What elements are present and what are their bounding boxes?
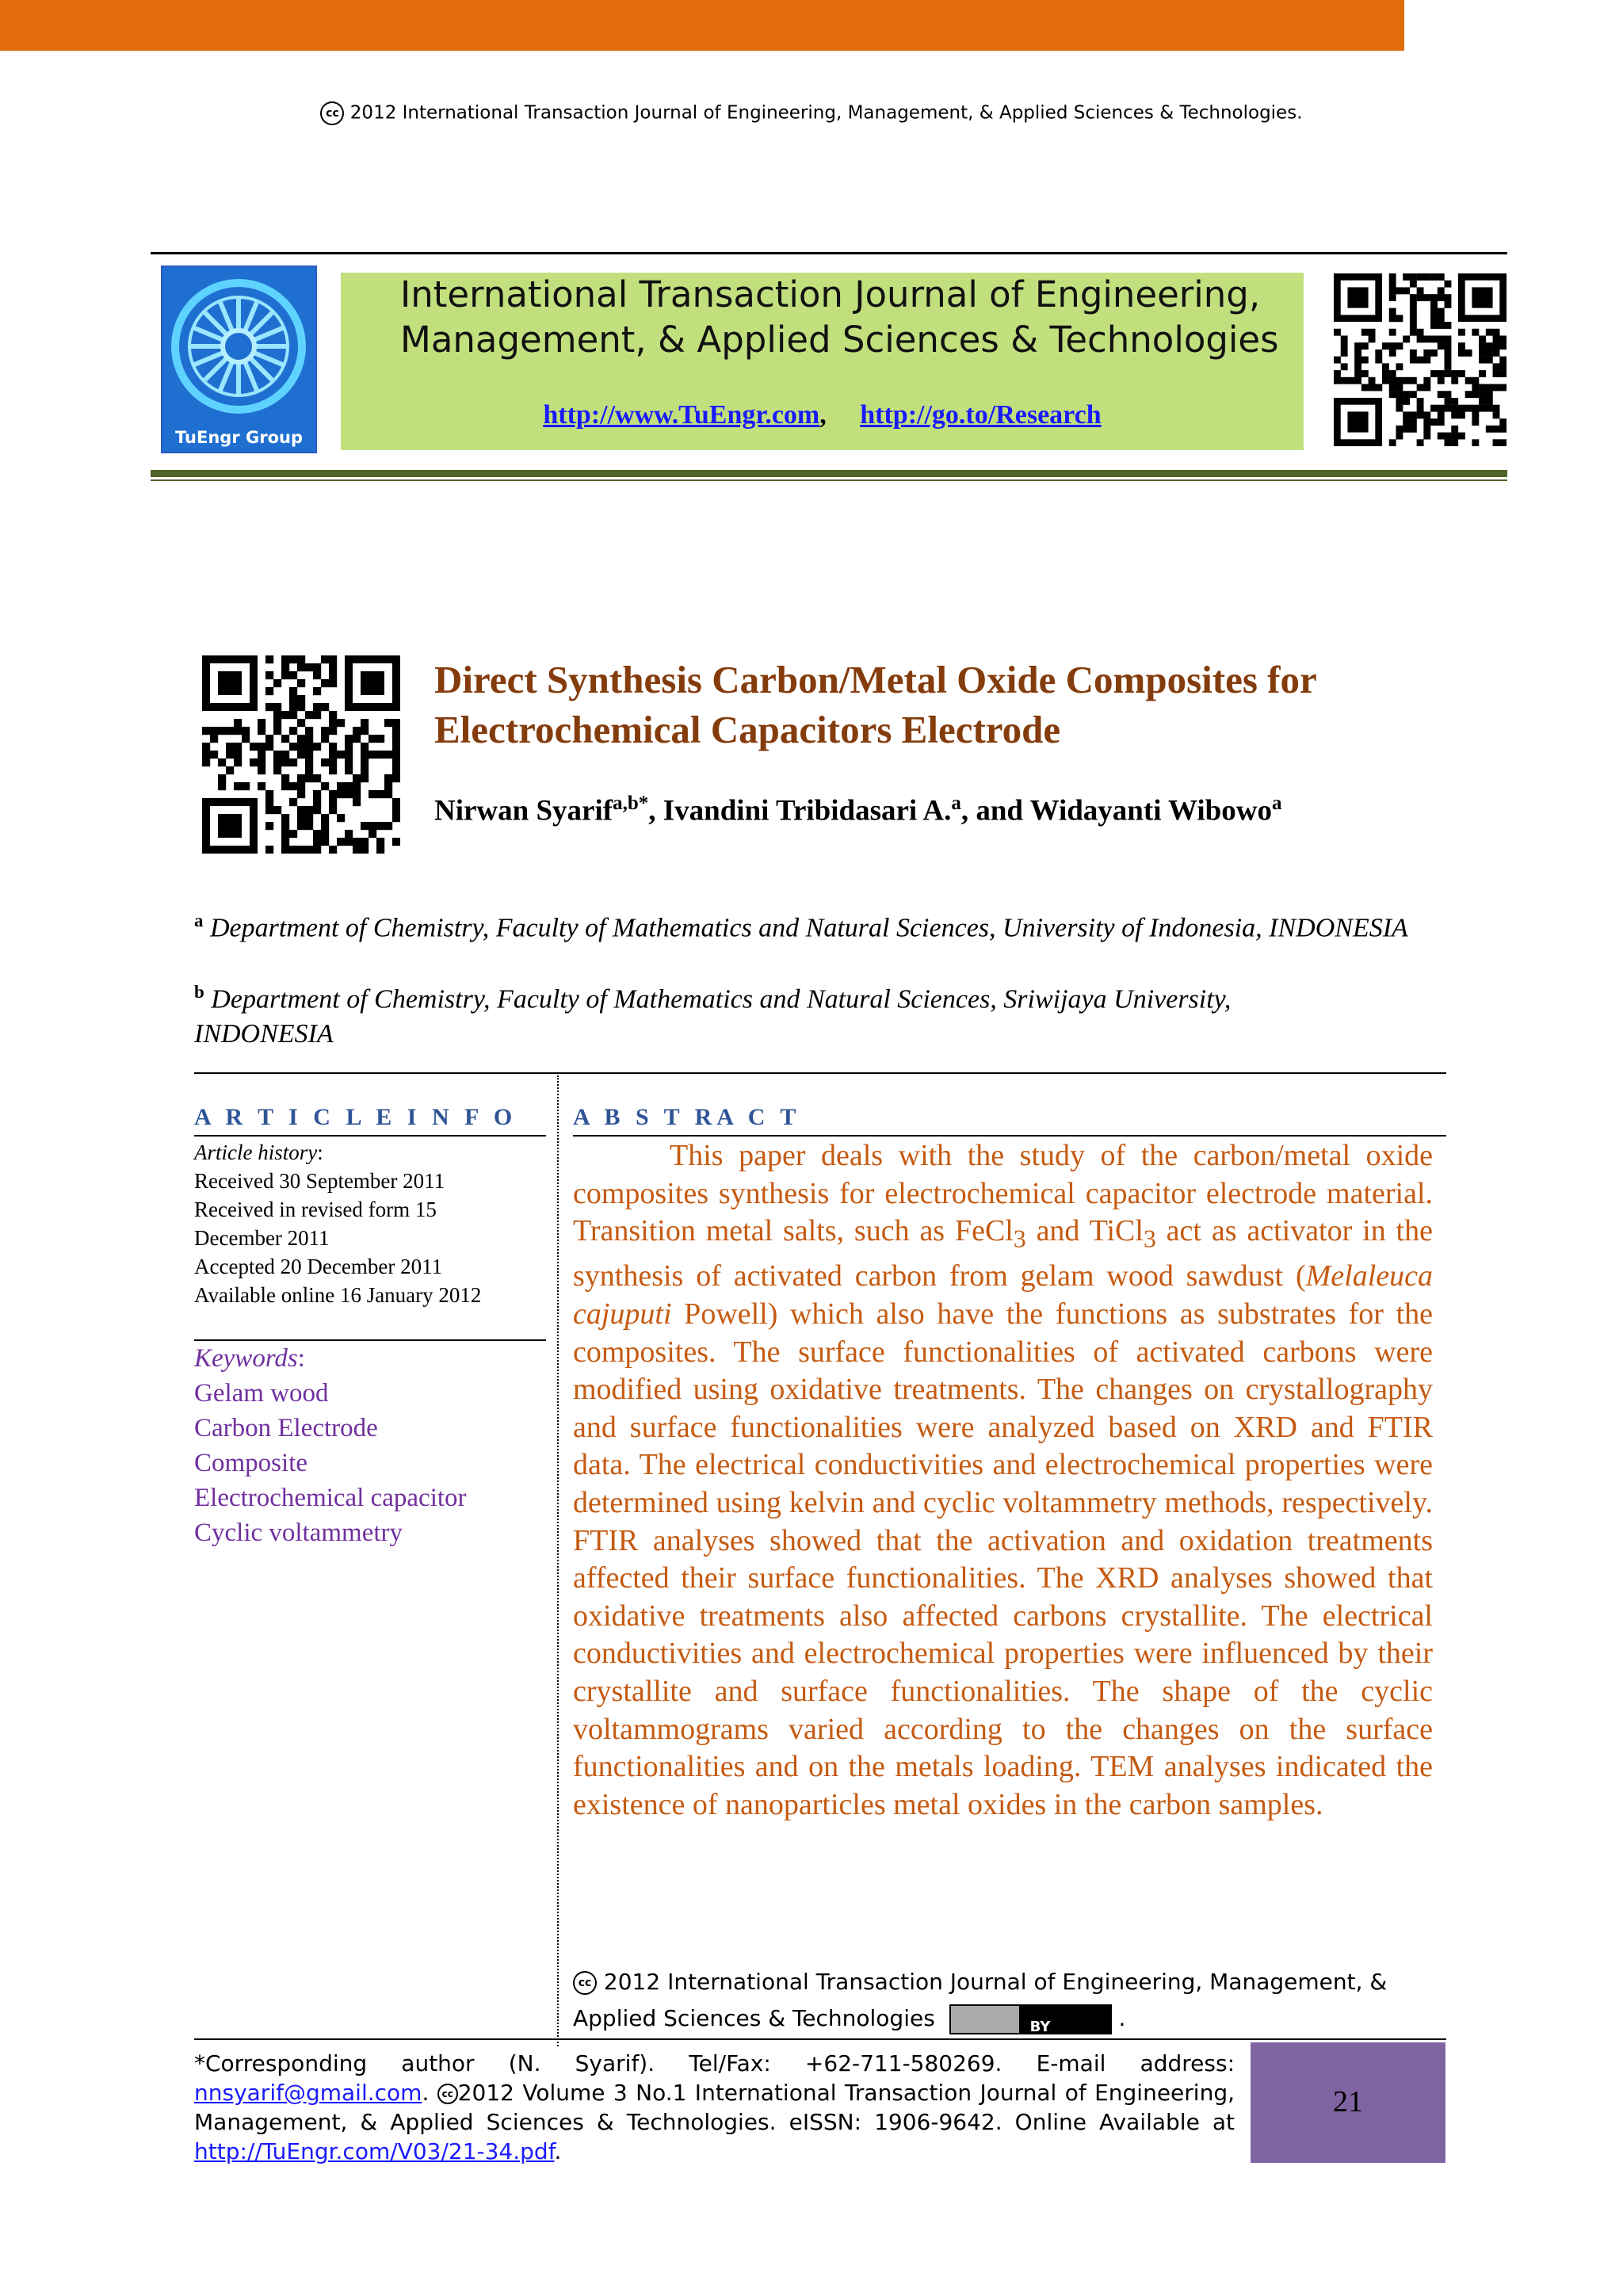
- paper-title-line2: Electrochemical Capacitors Electrode: [434, 708, 1061, 751]
- journal-links: [341, 400, 1304, 430]
- journal-link-tuengr[interactable]: http://www.TuEngr.com: [543, 400, 820, 430]
- author-name: Nirwan Syarif: [434, 794, 613, 827]
- footer-cc-icon: cc: [437, 2084, 458, 2104]
- author-list: [434, 793, 1465, 827]
- license-line2: Applied Sciences & Technologies: [573, 2005, 935, 2031]
- keyword-item: Cyclic voltammetry: [194, 1519, 403, 1547]
- cc-by-badge-icon[interactable]: [949, 2004, 1112, 2034]
- top-accent-bar: [0, 0, 1404, 51]
- cc-badge-label: BY: [1029, 2019, 1051, 2035]
- article-history-label-text: Article history: [194, 1140, 318, 1164]
- abstract-species: Melaleuca cajuputi: [573, 1259, 1433, 1331]
- history-item: Received in revised form 15: [194, 1198, 437, 1221]
- affiliation-text: Department of Chemistry, Faculty of Mathematics and Natural Sciences, University of Indonesia, INDONESIA: [203, 913, 1408, 943]
- journal-link-research[interactable]: http://go.to/Research: [860, 400, 1102, 430]
- corresponding-after-email: .: [422, 2080, 437, 2106]
- journal-qr-code-icon: [1334, 273, 1507, 446]
- affiliation-text: Department of Chemistry, Faculty of Mathematics and Natural Sciences, Sriwijaya University, INDONESIA: [194, 984, 1232, 1049]
- corresponding-rest: 2012 Volume 3 No.1 International Transaction Journal of Engineering, Management, & Applied Sciences & Technologies. eISSN: 1906-9642. Online Available at: [194, 2080, 1235, 2135]
- journal-title-line1: International Transaction Journal of Engineering,: [400, 273, 1261, 315]
- abstract-body: [573, 1137, 1433, 1824]
- top-copyright-text: 2012 International Transaction Journal of Engineering, Management, & Applied Sciences & Technologies.: [349, 102, 1303, 124]
- abstract-subscript: 3: [1013, 1224, 1026, 1253]
- column-divider: [557, 1075, 559, 2046]
- author-affil-mark: a,b*: [613, 793, 649, 814]
- copyright-cc-icon: cc: [320, 101, 344, 125]
- keyword-item: Composite: [194, 1449, 308, 1477]
- corresponding-end: .: [554, 2138, 562, 2164]
- history-item: Available online 16 January 2012: [194, 1283, 482, 1307]
- journal-title: [400, 272, 1296, 362]
- tuengr-logo: [161, 266, 317, 453]
- author-affil-mark: a: [951, 793, 961, 814]
- header-bottom-rule-thin: [151, 479, 1507, 481]
- footer-top-rule: [194, 2038, 1446, 2040]
- license-statement: [573, 1964, 1445, 2037]
- abstract-subscript: 3: [1143, 1224, 1156, 1253]
- header-top-rule: [151, 252, 1507, 254]
- paper-title-line1: Direct Synthesis Carbon/Metal Oxide Composites for: [434, 658, 1317, 701]
- corresponding-author-note: [194, 2049, 1235, 2166]
- header-bottom-rule: [151, 470, 1507, 477]
- author-separator: , and: [960, 794, 1030, 827]
- abstract-heading: A B S T RA C T: [573, 1104, 801, 1130]
- history-item: Accepted 20 December 2011: [194, 1255, 443, 1278]
- license-period: .: [1118, 2005, 1126, 2031]
- license-cc-icon: cc: [573, 1971, 597, 1995]
- author-name: Ivandini Tribidasari A.: [663, 794, 952, 827]
- affiliation-mark: b: [194, 982, 204, 1002]
- abstract-text: This paper deals with the study of the carbon/metal oxide composites synthesis for electrochemical capacitor electrode material. Transition metal salts, such as FeCl: [573, 1139, 1433, 1248]
- info-heading-rule: [194, 1135, 546, 1137]
- abstract-text: Powell) which also have the functions as substrates for the composites. The surface functionalities of activated carbons were modified using oxidative treatments. The changes on crystallography and surface functionalities were analyzed based on XRD and FTIR data. The electrical conductivities and electrochemical properties were determined using kelvin and cyclic voltammetry methods, respectively. FTIR analyses showed that the activation and oxidation treatments affected their surface functionalities. The XRD analyses showed that oxidative treatments also affected carbons crystallite. The electrical conductivities and electrochemical properties were influenced by their crystallite and surface functionalities. The shape of the cyclic voltammograms varied according to the changes on the surface functionalities and on the metals loading. TEM analyses indicated the existence of nanoparticles metal oxides in the carbon samples.: [573, 1297, 1433, 1821]
- history-item: Received 30 September 2011: [194, 1169, 445, 1193]
- keywords-list: [194, 1341, 551, 1550]
- journal-title-line2: Management, & Applied Sciences & Technologies: [400, 319, 1279, 361]
- author-separator: ,: [648, 794, 663, 827]
- keyword-item: Electrochemical capacitor: [194, 1484, 467, 1512]
- abstract-heading-rule: [573, 1135, 1446, 1137]
- keywords-label: Keywords: [194, 1344, 298, 1373]
- paper-title: [434, 655, 1465, 755]
- section-top-rule: [194, 1072, 1446, 1074]
- journal-link-separator: ,: [819, 400, 827, 430]
- keywords-colon: :: [297, 1344, 305, 1373]
- abstract-paragraph: [573, 1137, 1433, 1824]
- keyword-item: Carbon Electrode: [194, 1414, 378, 1442]
- top-copyright-line: [0, 101, 1623, 125]
- corresponding-prefix: *Corresponding author (N. Syarif). Tel/Fax: +62-711-580269. E-mail address:: [194, 2050, 1235, 2076]
- license-line1: 2012 International Transaction Journal of Engineering, Management, &: [603, 1969, 1388, 1995]
- affiliation-b: [194, 975, 1367, 1052]
- affiliation-mark: a: [194, 911, 204, 930]
- article-history: [194, 1138, 543, 1309]
- abstract-text: act as activator in the synthesis of activated carbon from gelam wood sawdust (: [573, 1214, 1433, 1293]
- keyword-item: Gelam wood: [194, 1379, 329, 1408]
- paper-qr-code-icon: [202, 655, 400, 854]
- paper-pdf-link[interactable]: http://TuEngr.com/V03/21-34.pdf: [194, 2138, 555, 2164]
- author-name: Widayanti Wibowo: [1029, 794, 1272, 827]
- history-item: December 2011: [194, 1226, 330, 1250]
- article-history-colon: :: [317, 1140, 323, 1164]
- affiliation-a: [194, 904, 1438, 946]
- dharma-wheel-icon: [162, 273, 315, 424]
- logo-label: TuEngr Group: [175, 428, 303, 447]
- abstract-text: and TiCl: [1025, 1214, 1144, 1248]
- corresponding-email-link[interactable]: nnsyarif@gmail.com: [194, 2080, 422, 2106]
- page-number: 21: [1333, 2085, 1363, 2118]
- author-affil-mark: a: [1271, 793, 1282, 814]
- article-history-label: [194, 1138, 543, 1167]
- article-info-heading: A R T I C L E I N F O: [194, 1104, 517, 1130]
